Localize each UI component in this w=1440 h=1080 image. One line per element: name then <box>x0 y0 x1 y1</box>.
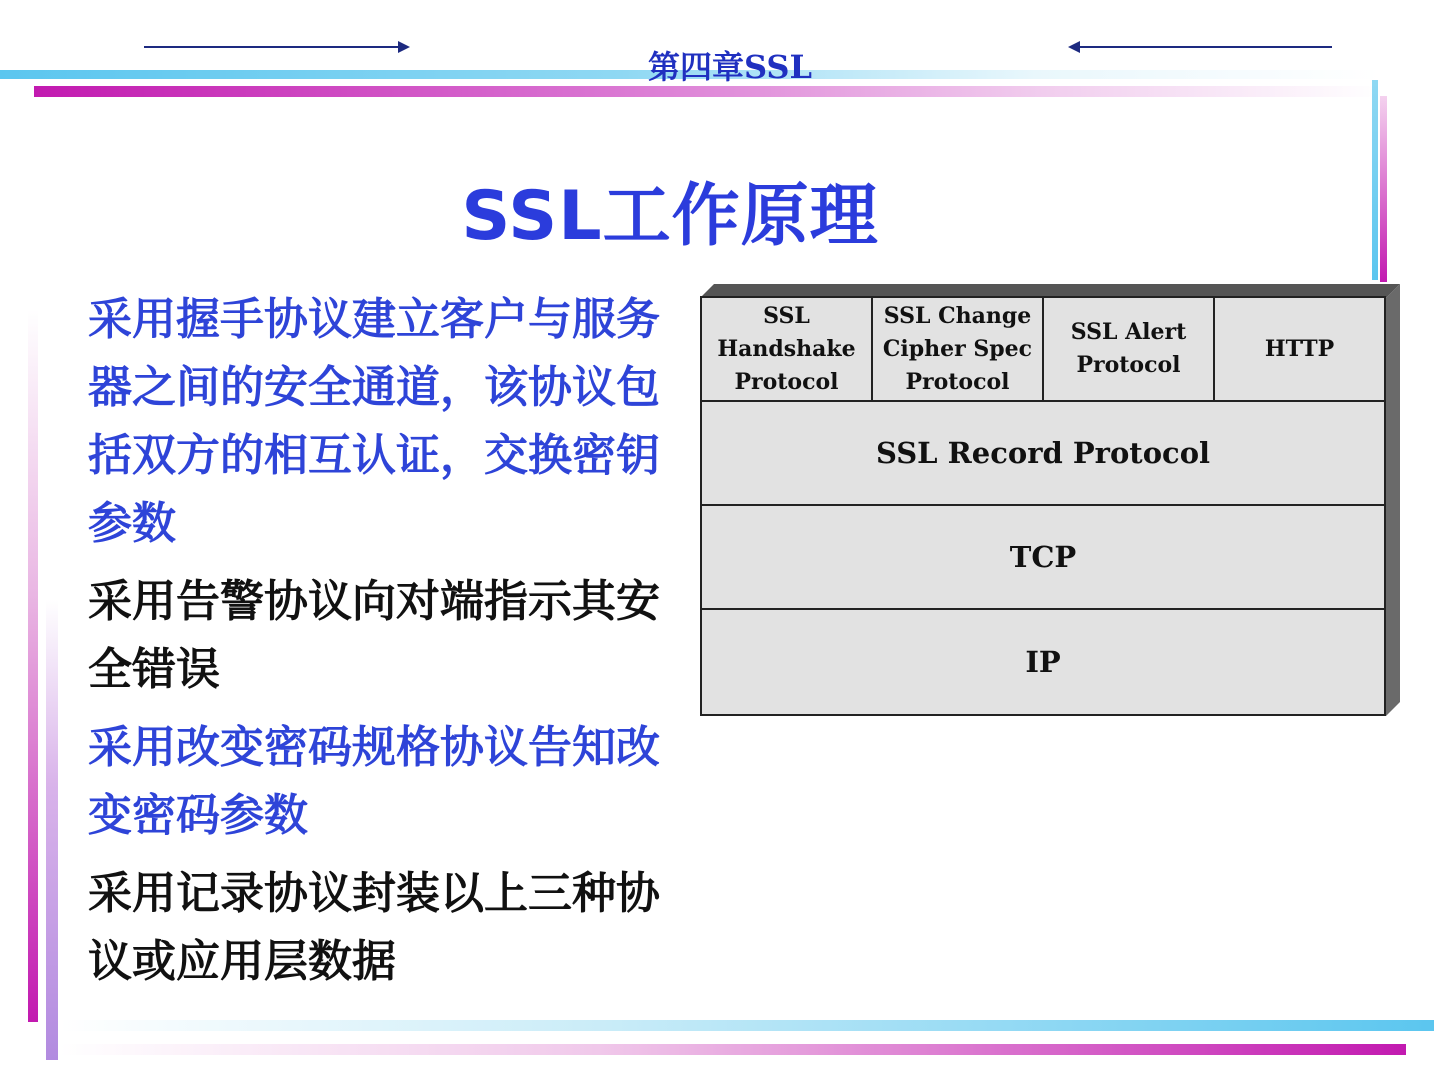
slide-title: SSL工作原理 <box>461 177 879 256</box>
right-cyan-rule <box>1372 80 1378 280</box>
right-arrow-line <box>144 46 400 48</box>
chapter-title: 第四章SSL <box>647 48 813 86</box>
right-magenta-rule <box>1380 96 1387 282</box>
left-magenta-rule <box>28 310 38 1022</box>
cell-line: SSL Change <box>883 302 1032 329</box>
ip-layer: IP <box>700 608 1386 716</box>
http-cell <box>1215 298 1384 400</box>
cell-line: SSL Alert <box>1070 319 1187 345</box>
record-protocol-layer: SSL Record Protocol <box>700 400 1386 506</box>
alert-protocol-cell <box>1044 298 1215 400</box>
bullet-change-cipher: 采用改变密码规格协议告知改变密码参数 <box>88 722 660 841</box>
handshake-protocol-cell <box>702 298 873 400</box>
cell-line: Protocol <box>734 368 839 395</box>
bottom-magenta-rule <box>60 1044 1406 1055</box>
cell-line: Handshake <box>717 335 856 362</box>
left-lavender-rule <box>46 600 58 1060</box>
bullet-record: 采用记录协议封装以上三种协议或应用层数据 <box>88 868 660 987</box>
change-cipher-spec-cell <box>873 298 1044 400</box>
bullet-alert: 采用告警协议向对端指示其安全错误 <box>88 576 660 695</box>
tcp-layer: TCP <box>700 504 1386 610</box>
upper-protocols-row <box>700 296 1386 402</box>
left-arrow-icon <box>1068 41 1080 53</box>
bottom-cyan-rule <box>60 1020 1434 1031</box>
cell-line: Cipher Spec <box>882 335 1033 362</box>
stack-side-bevel <box>1386 284 1402 716</box>
cell-line: SSL <box>763 302 810 329</box>
bullet-handshake: 采用握手协议建立客户与服务器之间的安全通道，该协议包括双方的相互认证，交换密钥参数 <box>88 294 660 549</box>
cell-line: Protocol <box>905 368 1010 395</box>
right-arrow-icon <box>398 41 410 53</box>
cell-line: Protocol <box>1076 352 1181 378</box>
left-arrow-line <box>1080 46 1332 48</box>
ssl-protocol-stack-diagram <box>700 284 1402 720</box>
cell-line: HTTP <box>1264 335 1335 362</box>
bullet-list <box>88 286 678 1006</box>
